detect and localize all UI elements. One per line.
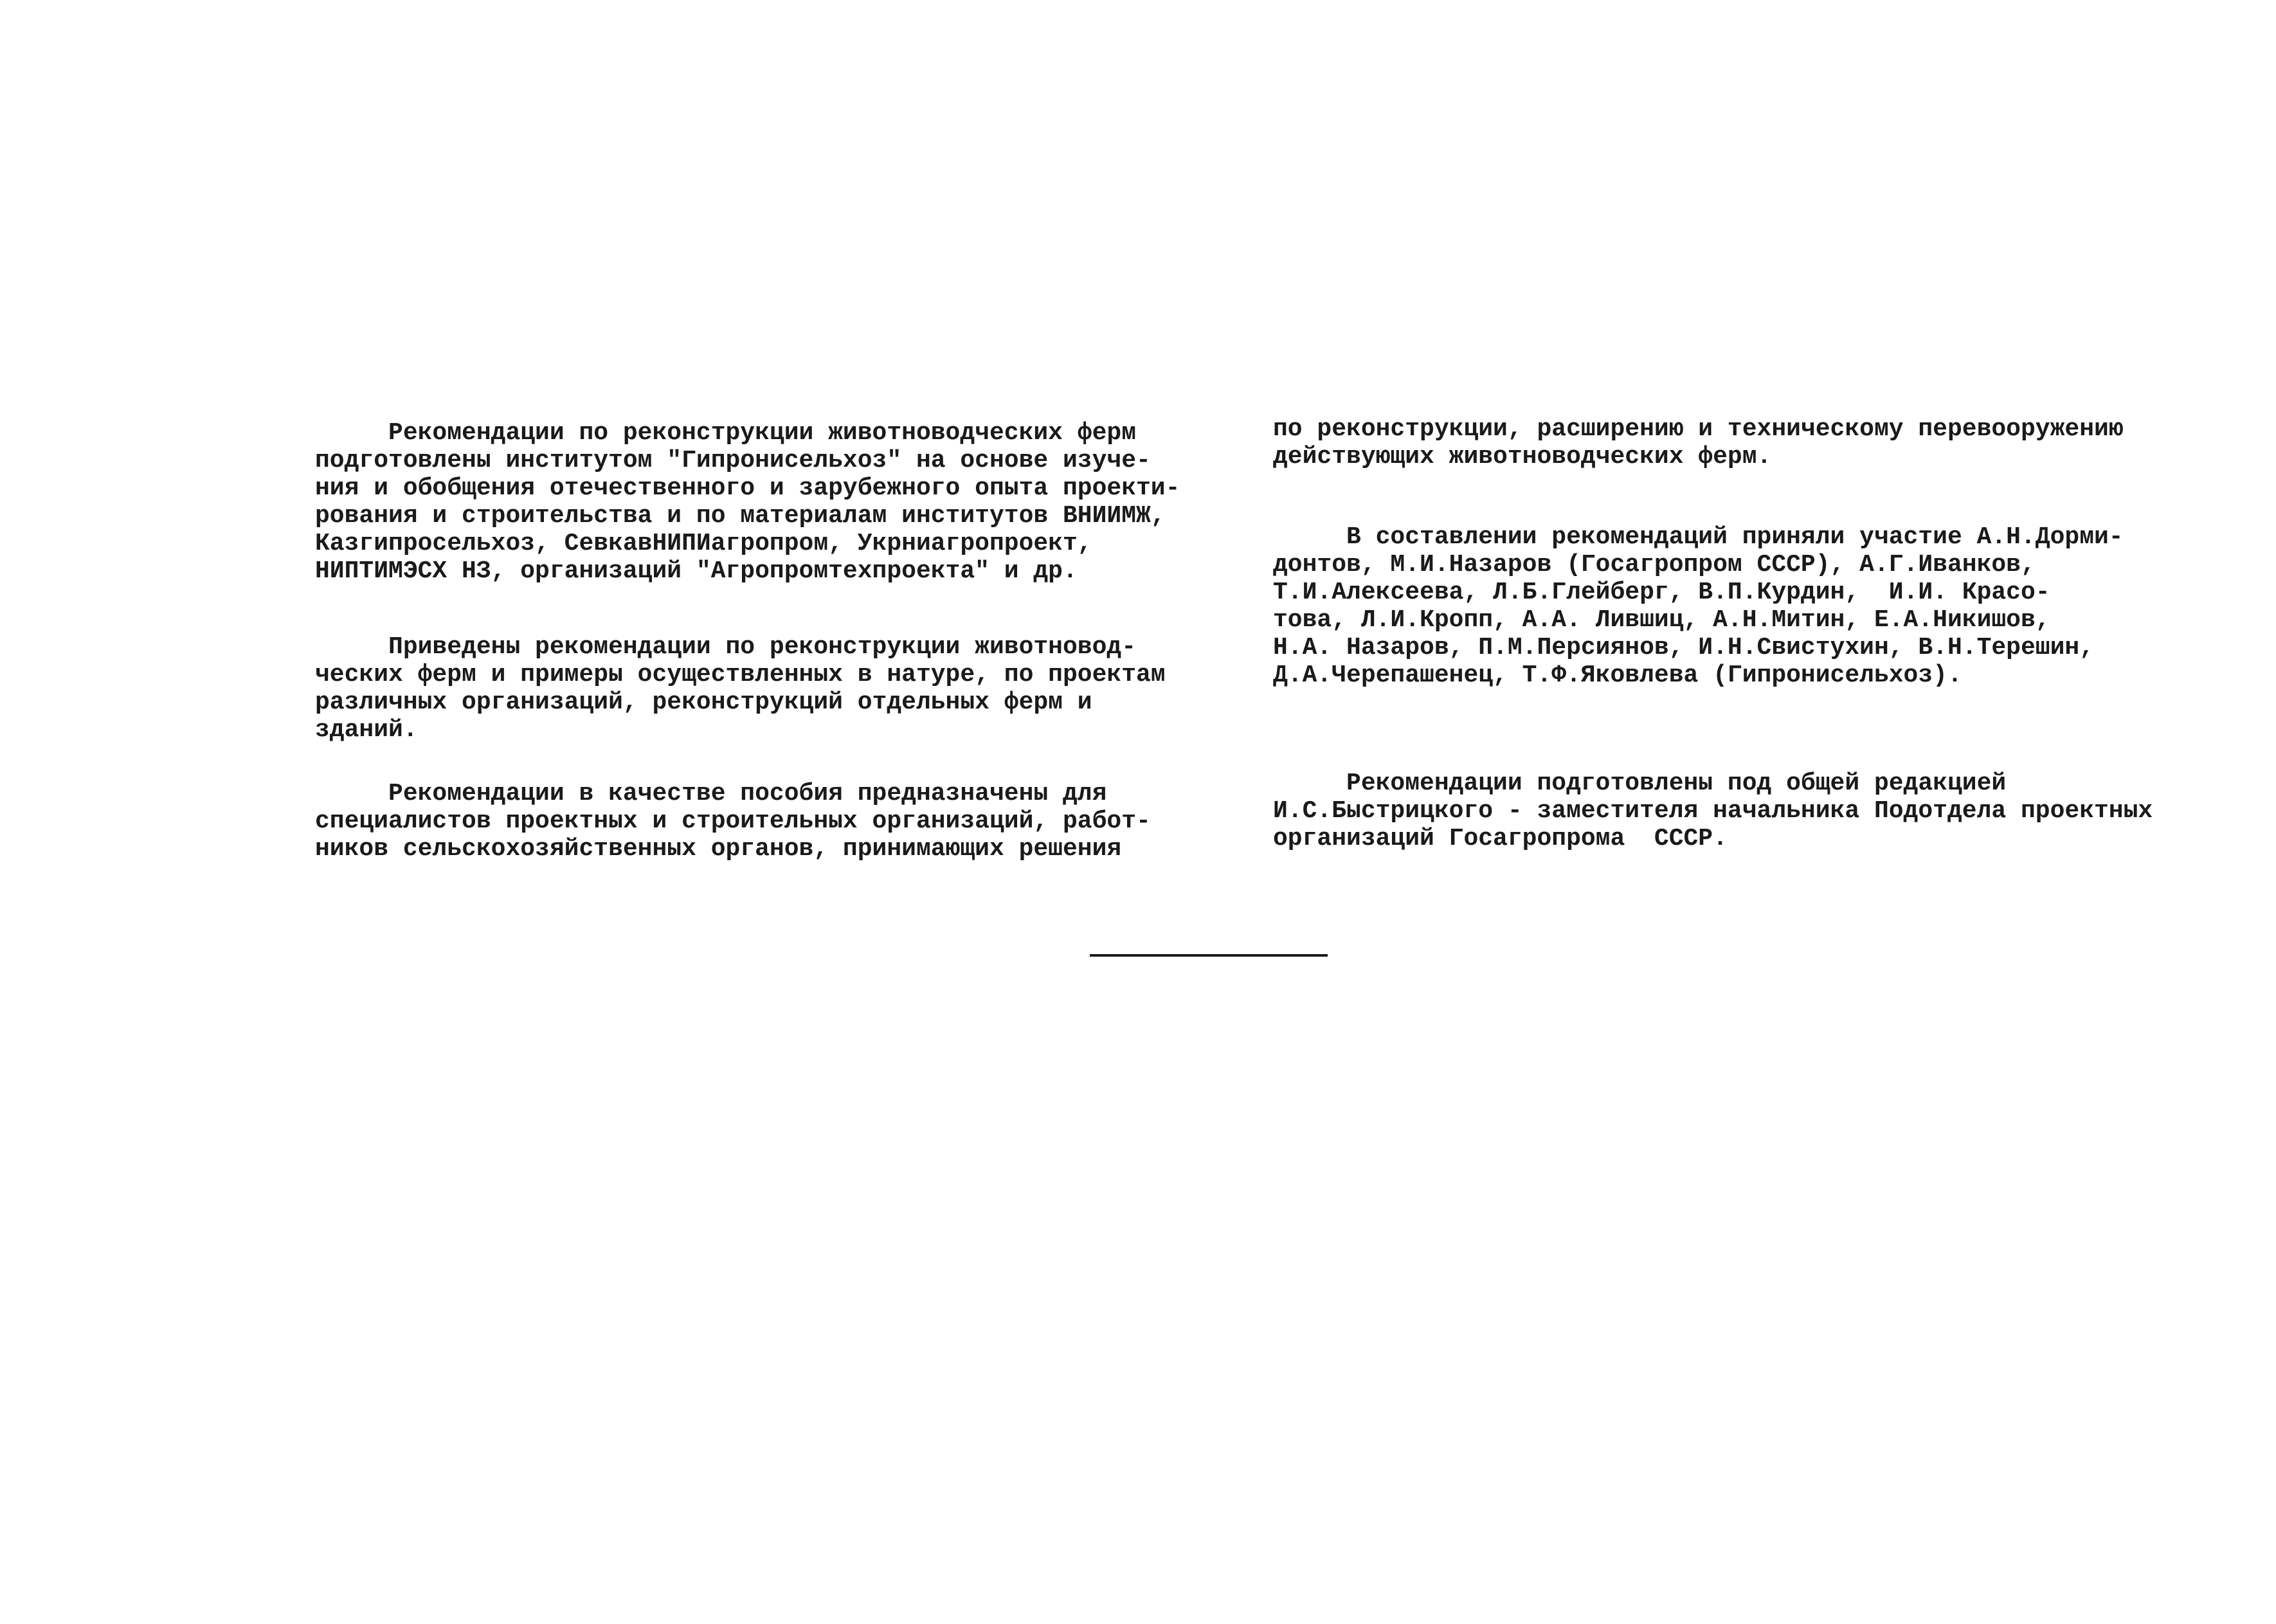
text-line: рования и строительства и по материалам институтов ВНИИМЖ, bbox=[315, 502, 1166, 530]
text-line: подготовлены институтом "Гипрониcельхоз" на основе изуче- bbox=[315, 447, 1151, 474]
text-line: Рекомендации в качестве пособия предназначены для bbox=[315, 780, 1107, 807]
text-line: различных организаций, реконструкций отдельных ферм и bbox=[315, 689, 1092, 716]
text-line: организаций Госагропрома СССР. bbox=[1273, 825, 1728, 853]
text-line: В составлении рекомендаций приняли участие А.Н.Дорми- bbox=[1273, 523, 2124, 551]
text-line: това, Л.И.Кропп, А.А. Лившиц, А.Н.Митин, Е.А.Никишов, bbox=[1273, 606, 2050, 634]
text-line: Т.И.Алексеева, Л.Б.Глейберг, В.П.Курдин, И.И. Красо- bbox=[1273, 579, 2050, 606]
text-line: специалистов проектных и строительных организаций, работ- bbox=[315, 807, 1151, 835]
text-line: Казгипросельхоз, СевкавНИПИагропром, Укрниагропроект, bbox=[315, 530, 1092, 557]
horizontal-divider bbox=[1090, 954, 1328, 957]
text-line: Н.А. Назаров, П.М.Персиянов, И.Н.Свистухин, В.Н.Терешин, bbox=[1273, 634, 2095, 662]
text-line: донтов, М.И.Назаров (Госагропром СССР), А.Г.Иванков, bbox=[1273, 551, 2036, 579]
text-line: Приведены рекомендации по реконструкции животновод- bbox=[315, 633, 1137, 661]
text-line: по реконструкции, расширению и техническому перевооружению bbox=[1273, 415, 2124, 443]
text-line: Рекомендации подготовлены под общей редакцией bbox=[1273, 770, 2007, 797]
text-line: И.С.Быстрицкого - заместителя начальника Подотдела проектных bbox=[1273, 797, 2153, 825]
text-line: ния и обобщения отечественного и зарубежного опыта проекти- bbox=[315, 474, 1180, 502]
text-line: ческих ферм и примеры осуществленных в натуре, по проектам bbox=[315, 661, 1166, 689]
text-line: Рекомендации по реконструкции животноводческих ферм bbox=[315, 419, 1137, 447]
text-line: НИПТИМЭСХ НЗ, организаций "Агропромтехпроекта" и др. bbox=[315, 557, 1078, 585]
text-line: зданий. bbox=[315, 716, 418, 744]
text-line: ников сельскохозяйственных органов, принимающих решения bbox=[315, 835, 1122, 863]
text-line: действующих животноводческих ферм. bbox=[1273, 443, 1772, 471]
text-line: Д.А.Черепашенец, Т.Ф.Яковлева (Гипрониcельхоз). bbox=[1273, 662, 1962, 689]
